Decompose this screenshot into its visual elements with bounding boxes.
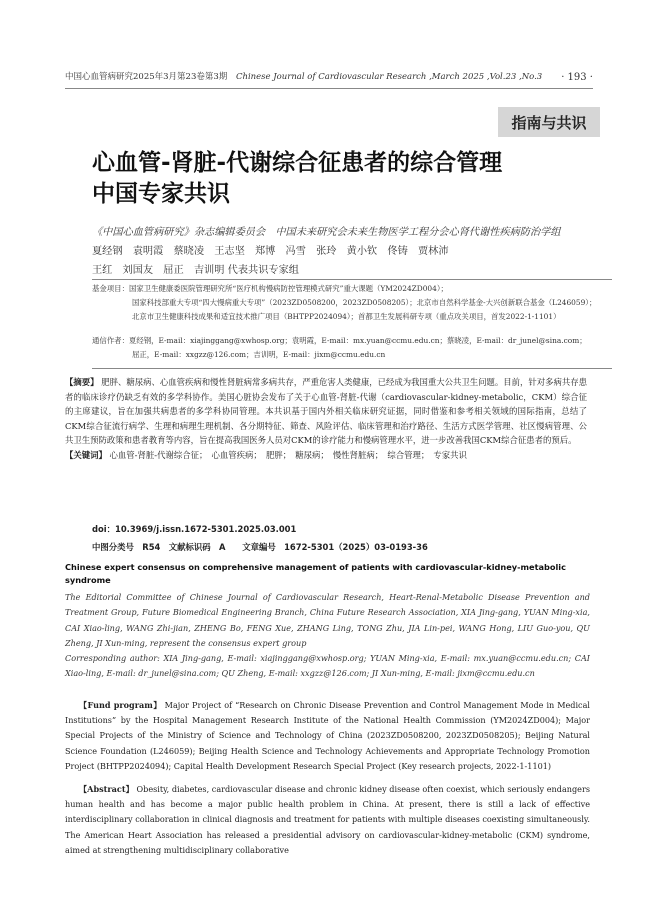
correspondence-info bbox=[92, 334, 617, 362]
english-title: Chinese expert consensus on comprehensive management of patients with cardiovascular-kidney-metabolic syndrome bbox=[65, 562, 566, 585]
article-title bbox=[92, 148, 502, 210]
running-header bbox=[65, 70, 542, 82]
funding-info bbox=[92, 282, 617, 324]
author-names-2: 王红 刘国友 屈正 吉训明 代表共识专家组 bbox=[92, 265, 299, 276]
english-body bbox=[65, 698, 590, 858]
fund-program-label: 【Fund program】 bbox=[79, 700, 162, 710]
header-divider bbox=[65, 88, 593, 89]
abstract-cn bbox=[65, 375, 587, 463]
author-block bbox=[92, 223, 612, 280]
fund-program bbox=[65, 698, 590, 774]
english-corresponding: Corresponding author: XIA Jing-gang, E-mail: xiajinggang@xwhosp.org; YUAN Ming-xia, E-mail: mx.yuan@ccmu.edu.cn; CAI Xiao-ling, E-mail: dr_junel@sina.com; QU Zheng, E-mail: xxgzz@126.com; JI Xun-ming, E-mail: jixm@ccmu.edu.cn bbox=[65, 653, 590, 679]
classification: 中图分类号 R54 文献标识码 A 文章编号 1672-5301（2025）03-0193-36 bbox=[92, 542, 428, 552]
abstract-en-label: 【Abstract】 bbox=[79, 784, 134, 795]
journal-cn: 中国心血管病研究2025年3月第23卷第3期 bbox=[65, 72, 228, 82]
divider-top bbox=[92, 279, 612, 280]
english-author-list: The Editorial Committee of Chinese Journal of Cardiovascular Research, Heart-Renal-Metabolic Disease Prevention and Treatment Group, Future Biomedical Engineering Branch, China Future Research Association, XIA Jing-gang, YUAN Ming-xia, CAI Xiao-ling, WANG Zhi-jian, ZHENG Bo, FENG Xue, ZHANG Ling, TONG Zhu, JIA Lin-pei, WANG Hong, LIU Guo-you, QU Zheng, JI Xun-ming, represent the consensus expert group bbox=[65, 592, 590, 648]
funding-line-3: 北京市卫生健康科技成果和适宜技术推广项目（BHTPP2024094）；首都卫生发展科研专项（重点攻关项目，首发2022-1-1101） bbox=[132, 312, 561, 321]
abstract-cn-label: 【摘要】 bbox=[65, 377, 99, 387]
abstract-cn-text: 肥胖、糖尿病、心血管疾病和慢性肾脏病常多病共存，严重危害人类健康，已经成为我国重大公共卫生问题。目前，针对多病共存患者的临床诊疗仍缺乏有效的多学科协作。美国心脏协会发布了关于心血管-肾脏-代谢（cardiovascular-kidney-metabolic，CKM）综合征的主席建议，旨在加强共病患者的多学科协同管理。本共识基于国内外相关临床研究证据，同时借鉴和参考相关领域的国际指南，总结了CKM综合征流行病学、生理和病理生理机制、各分期特征、筛查、风险评估、临床管理和治疗路径、生活方式医学管理、社区慢病管理、公共卫生预防政策和患者教育等内容，旨在提高我国医务人员对CKM的诊疗能力和慢病管理水平，进一步改善我国CKM综合征患者的预后。 bbox=[65, 377, 588, 446]
english-authors bbox=[65, 590, 590, 682]
abstract-en-text: Obesity, diabetes, cardiovascular disease and chronic kidney disease often coexist, which seriously endangers human health and has become a major public health problem in China. At present, there is still a lack of effective interdisciplinary collaboration in clinical diagnosis and treatment for patients with multiple diseases coexisting simultaneously. The American Heart Association has released a presidential advisory on cardiovascular-kidney-metabolic (CKM) syndrome, aimed at strengthening multidisciplinary collaborative bbox=[65, 784, 590, 855]
fund-program-text: Major Project of “Research on Chronic Disease Prevention and Control Management Mode in Medical Institutions” by the Hospital Management Research Institute of the National Health Commission (YM2024ZD004); Major Special Projects of the Ministry of Science and Technology of China (2023ZD0508200, 2023ZD0508205); Beijing Natural Science Foundation (L246059); Beijing Health Science and Technology Achievements and Appropriate Technology Promotion Project (BHTPP2024094); Capital Health Development Research Special Project (Key research projects, 2022-1-1101) bbox=[65, 700, 591, 771]
journal-en: Chinese Journal of Cardiovascular Research ,March 2025 ,Vol.23 ,No.3 bbox=[235, 72, 543, 82]
corr-line-2: 屈正，E-mail：xxgzz@126.com；吉训明，E-mail：jixm@ccmu.edu.cn bbox=[132, 350, 386, 359]
funding-line-1: 基金项目：国家卫生健康委医院管理研究所“医疗机构慢病防控管理模式研究”重大课题（YM2024ZD004）； bbox=[92, 284, 448, 293]
keywords-cn bbox=[65, 448, 587, 463]
author-org: 《中国心血管病研究》杂志编辑委员会 中国未来研究会未来生物医学工程分会心肾代谢性疾病防治学组 bbox=[92, 227, 561, 238]
page-number: · 193 · bbox=[561, 72, 593, 83]
funding-line-2: 国家科技部重大专项“四大慢病重大专项”（2023ZD0508200，2023ZD0508205）；北京市自然科学基金-大兴创新联合基金（L246059）； bbox=[132, 298, 597, 307]
article-meta bbox=[92, 520, 428, 556]
abstract-cn-paragraph bbox=[65, 375, 587, 448]
keywords-cn-text: 心血管-肾脏-代谢综合征； 心血管疾病； 肥胖； 糖尿病； 慢性肾脏病； 综合管理； 专家共识 bbox=[109, 449, 467, 460]
corr-line-1: 通信作者：夏经钢，E-mail：xiajinggang@xwhosp.org；袁明霞，E-mail：mx.yuan@ccmu.edu.cn；蔡晓凌，E-mail：dr_junel@sina.com； bbox=[92, 336, 587, 345]
title-line-2: 中国专家共识 bbox=[92, 181, 230, 207]
section-badge: 指南与共识 bbox=[498, 107, 600, 137]
abstract-en bbox=[65, 782, 590, 858]
title-line-1: 心血管-肾脏-代谢综合征患者的综合管理 bbox=[92, 150, 503, 176]
divider-bottom bbox=[92, 368, 612, 369]
keywords-cn-label: 【关键词】 bbox=[65, 449, 107, 460]
author-names-1: 夏经钢 袁明霞 蔡晓凌 王志坚 郑博 冯雪 张玲 黄小钦 佟铸 贾林沛 bbox=[92, 246, 449, 257]
doi-link[interactable]: doi：10.3969/j.issn.1672-5301.2025.03.001 bbox=[92, 524, 297, 534]
